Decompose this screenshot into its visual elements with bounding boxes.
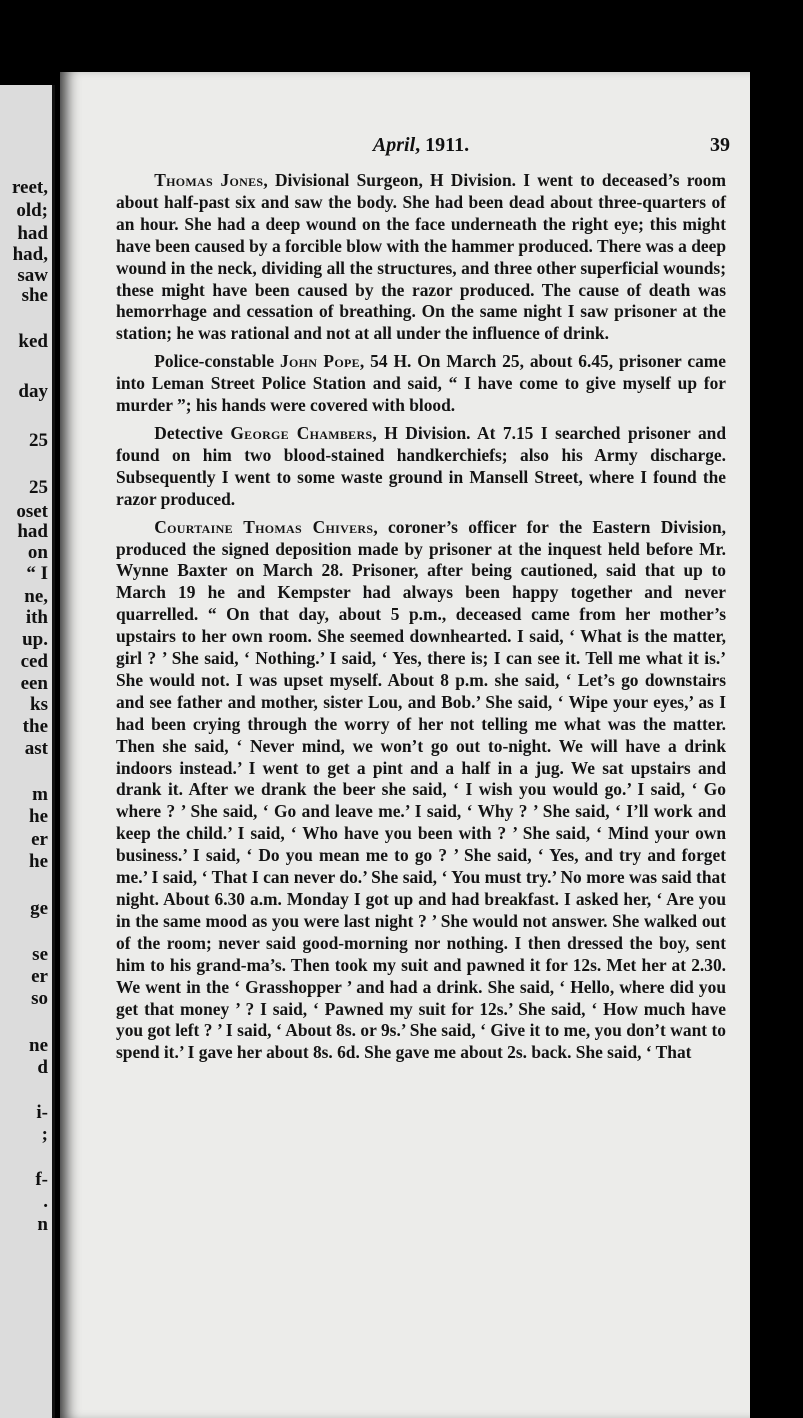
document-page [60, 72, 750, 1418]
testimony-paragraph [116, 170, 726, 345]
left-fragment: he [29, 806, 48, 827]
testimony-paragraph [116, 351, 726, 417]
left-fragment: . [43, 1191, 48, 1212]
running-header [116, 134, 730, 160]
left-fragment: ith [25, 607, 48, 628]
left-fragment: had, [12, 244, 48, 265]
left-fragment: er [31, 966, 48, 987]
witness-name: Courtaine Thomas Chivers [154, 516, 374, 537]
testimony-text: , H Division. At 7.15 I searched prisoner and found on him two blood-stained handkerchiefs; also his Army discharge. Subsequently I went to some waste ground in Mansell Street, where I found the razor produced. [116, 422, 726, 509]
left-fragment: een [20, 673, 48, 694]
left-fragment: old; [16, 200, 48, 221]
testimony-text: , Divisional Surgeon, H Division. I went to deceased’s room about half-past six and saw the body. She had been dead about three-quarters of an hour. She had a deep wound on the face underneath the right eye; this might have been caused by a forcible blow with the hammer produced. There was a deep wound in the neck, dividing all the structures, and three other superficial wounds; these might have been caused by the razor produced. The cause of death was hemorrhage and cessation of breathing. On the same night I saw prisoner at the station; he was rational and not at all under the influence of drink. [116, 170, 726, 344]
header-month: April [372, 134, 416, 156]
left-fragment: “ I [26, 563, 48, 584]
left-fragment: on [27, 542, 48, 563]
witness-rank: Police-constable [154, 351, 280, 372]
left-fragment: so [31, 988, 48, 1009]
left-fragment: saw [17, 265, 48, 286]
left-fragment: ne [29, 1035, 48, 1056]
testimony-paragraph [116, 517, 726, 1065]
left-fragment: d [37, 1057, 48, 1078]
witness-name: George Chambers [230, 422, 373, 443]
left-fragment: reet, [11, 177, 48, 198]
left-fragment: f- [35, 1169, 48, 1190]
adjacent-page-fragment [0, 85, 55, 1418]
testimony-paragraph [116, 423, 726, 511]
page-number: 39 [710, 134, 730, 156]
left-fragment: ced [20, 651, 48, 672]
left-fragment: n [37, 1214, 48, 1235]
witness-name: John Pope [279, 351, 360, 372]
testimony-text: , 54 H. On March 25, about 6.45, prisoner came into Leman Street Police Station and said, “ I have come to give myself up for murder ”; his hands were covered with blood. [116, 351, 726, 416]
left-fragment: m [32, 784, 48, 805]
left-fragment: ked [18, 331, 48, 352]
left-fragment: ge [30, 898, 48, 919]
left-fragment: she [21, 285, 48, 306]
witness-name: Thomas Jones [154, 170, 264, 190]
header-title [116, 134, 726, 157]
left-fragment: ks [30, 694, 48, 715]
testimony-text: , coroner’s officer for the Eastern Division, produced the signed deposition made by prisoner at the inquest held before Mr. Wynne Baxter on March 28. Prisoner, after being cautioned, said that up to March 19 he and Kempster had always been happy together and never quarrelled. “ On that day, about 5 p.m., deceased came from her mother’s upstairs to her own room. She seemed downhearted. I said, ‘ What is the matter, girl ? ’ She said, ‘ Nothing.’ I said, ‘ Yes, there is; I can see it. Tell me what it is.’ She would not. I was upset myself. About 8 p.m. she said, ‘ Let’s go downstairs and see father and mother, sister Lou, and Bob.’ She said, ‘ Wipe your eyes,’ as I had been crying through the worry of her not telling me what was the matter. Then she said, ‘ Never mind, we won’t go out to-night. We will have a drink indoors instead.’ I went to get a pint and a half in a jug. We sat upstairs and drank it. After we drank the beer she said, ‘ I wish you would go.’ I said, ‘ Go where ? ’ She said, ‘ Go and leave me.’ I said, ‘ Why ? ’ She said, ‘ I’ll work and keep the child.’ I said, ‘ Who have you been with ? ’ She said, ‘ Mind your own business.’ I said, ‘ Do you mean me to go ? ’ She said, ‘ Yes, and try and forget me.’ I said, ‘ That I can never do.’ She said, ‘ You must try.’ No more was said that night. About 6.30 a.m. Monday I got up and had breakfast. I asked her, ‘ Are you in the same mood as you were last night ? ’ She would not answer. She walked out of the room; never said good-morning nor nothing. I then dressed the boy, sent him to his grand-ma’s. Then took my suit and pawned it for 12s. Met her at 2.30. We went in the ‘ Grasshopper ’ and had a drink. She said, ‘ Hello, where did you get that money ’ ? I said, ‘ Pawned my suit for 12s.’ She said, ‘ How much have you got left ? ’ I said, ‘ About 8s. or 9s.’ She said, ‘ Give it to me, you don’t want to spend it.’ I gave her about 8s. 6d. She gave me about 2s. back. She said, ‘ That [116, 516, 726, 1063]
left-fragment: oset [16, 501, 48, 522]
page-content [116, 134, 730, 1070]
left-fragment: ast [24, 738, 48, 759]
left-fragment: er [31, 829, 48, 850]
left-fragment: had [17, 521, 48, 542]
left-fragment: i- [36, 1102, 48, 1123]
witness-rank: Detective [154, 422, 231, 443]
left-fragment: up. [22, 629, 48, 650]
left-fragment: ne, [24, 586, 48, 607]
left-fragment: se [32, 944, 48, 965]
header-year: , 1911. [415, 134, 470, 156]
left-fragment: 25 [29, 430, 48, 451]
left-fragment: had [17, 223, 48, 244]
left-fragment: 25 [29, 477, 48, 498]
left-fragment: day [18, 381, 48, 402]
left-fragment: ; [41, 1124, 48, 1145]
left-fragment: the [22, 716, 48, 737]
left-fragment: he [29, 851, 48, 872]
